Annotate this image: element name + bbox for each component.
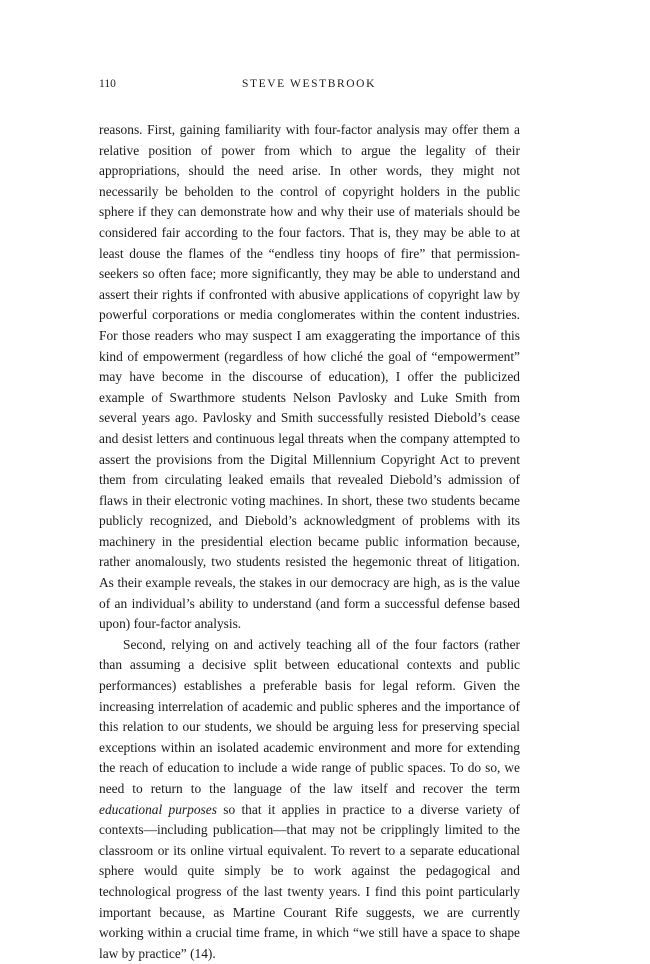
paragraph-2-text-start: Second, relying on and actively teaching all of the four factors (rather than assuming a decisive split between educational contexts and public performances) establishes a preferable basis for legal reform. Given the increasing interrelation of academic and public spheres and the importance of this relation to our students, we should be arguing less for preserving special exceptions within an isolated academic environment and more for extending the reach of education to include a wide range of public spaces. To do so, we need to return to the language of the law itself and recover the term xyxy=(99,636,520,796)
running-title: STEVE WESTBROOK xyxy=(242,78,376,90)
body-text xyxy=(99,120,520,964)
paragraph-2 xyxy=(99,635,520,964)
italic-term: educational purposes xyxy=(99,801,217,817)
running-head xyxy=(99,76,519,92)
paragraph-2-text-end: so that it applies in practice to a diverse variety of contexts—including publication—that may not be cripplingly limited to the classroom or its online virtual equivalent. To revert to a separate educational sphere would quite simply be to work against the pedagogical and technological progress of the last twenty years. I find this point particularly important because, as Martine Courant Rife suggests, we are currently working within a crucial time frame, in which “we still have a space to shape law by practice” (14). xyxy=(99,801,520,961)
page-number: 110 xyxy=(99,78,116,90)
paragraph-1: reasons. First, gaining familiarity with four-factor analysis may offer them a relative position of power from which to argue the legality of their appropriations, should the need arise. In other words, they might not necessarily be beholden to the control of copyright holders in the public sphere if they can demonstrate how and why their use of materials should be considered fair according to the four factors. That is, they may be able to at least douse the flames of the “endless tiny hoops of fire” that permission-seekers so often face; more significantly, they may be able to understand and assert their rights if confronted with abusive applications of copyright law by powerful corporations or media conglomerates within the content industries. For those readers who may suspect I am exaggerating the importance of this kind of empowerment (regardless of how cliché the goal of “empowerment” may have become in the discourse of education), I offer the publicized example of Swarthmore students Nelson Pavlosky and Luke Smith from several years ago. Pavlosky and Smith successfully resisted Diebold’s cease and desist letters and continuous legal threats when the company attempted to assert the provisions from the Digital Millennium Copyright Act to prevent them from circulating leaked emails that revealed Diebold’s admission of flaws in their electronic voting machines. In short, these two students became publicly recognized, and Diebold’s acknowledgment of problems with its machinery in the presidential election became public information because, rather anomalously, two students resisted the hegemonic threat of litigation. As their example reveals, the stakes in our democracy are high, as is the value of an individual’s ability to understand (and form a successful defense based upon) four-factor analysis. xyxy=(99,122,520,632)
